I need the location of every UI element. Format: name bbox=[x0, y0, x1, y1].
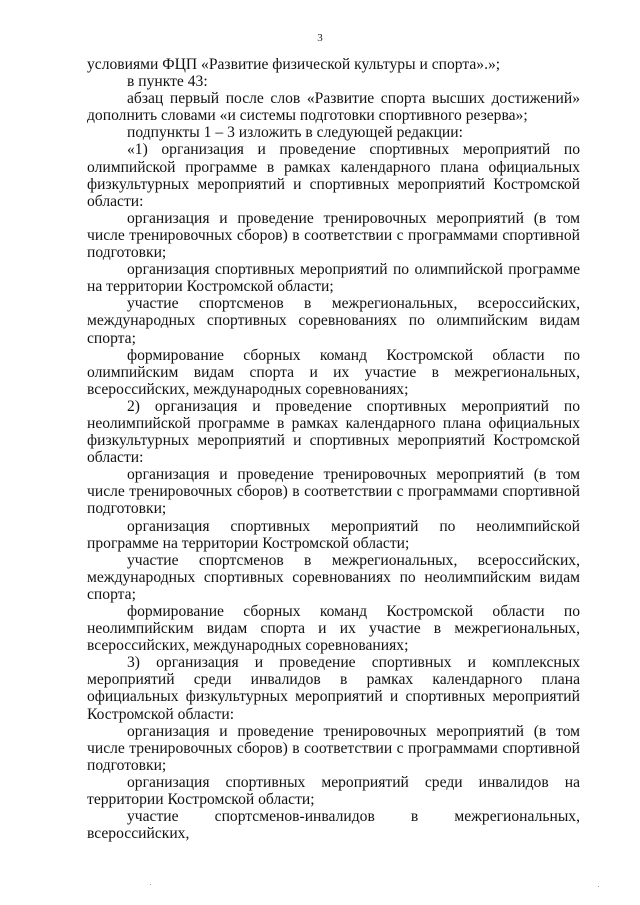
paragraph: абзац первый после слов «Развитие спорта высших достижений» дополнить словами «и системы подготовки спортивного резерва»; bbox=[87, 90, 580, 125]
paragraph: организация спортивных мероприятий по олимпийской программе на территории Костромской области; bbox=[87, 261, 580, 296]
paragraph: участие спортсменов-инвалидов в межрегиональных, всероссийских, bbox=[87, 808, 580, 843]
paragraph: формирование сборных команд Костромской области по неолимпийским видам спорта и их участие в межрегиональных, всероссийских, международных соревнованиях; bbox=[87, 603, 580, 655]
paragraph: формирование сборных команд Костромской области по олимпийским видам спорта и их участие в межрегиональных, всероссийских, международных соревнованиях; bbox=[87, 346, 580, 398]
paragraph: организация и проведение тренировочных мероприятий (в том числе тренировочных сборов) в соответствии с программами спортивной подготовки; bbox=[87, 209, 580, 262]
paragraph: организация спортивных мероприятий среди инвалидов на территории Костромской области; bbox=[87, 773, 580, 809]
paragraph: организация и проведение тренировочных мероприятий (в том числе тренировочных сборов) в соответствии с программами спортивной подготовки; bbox=[87, 466, 580, 518]
paragraph: условиями ФЦП «Развитие физической культуры и спорта».»; bbox=[87, 56, 501, 73]
paragraph: подпункты 1 – 3 изложить в следующей редакции: bbox=[127, 124, 463, 142]
paragraph: 2) организация и проведение спортивных мероприятий по неолимпийской программе в рамках календарного плана официальных физкультурных мероприятий и спортивных мероприятий Костромской области: bbox=[87, 397, 580, 467]
paragraph: организация и проведение тренировочных мероприятий (в том числе тренировочных сборов) в соответствии с программами спортивной подготовки; bbox=[87, 722, 580, 774]
paragraph: организация спортивных мероприятий по неолимпийской программе на территории Костромской области; bbox=[87, 517, 580, 552]
paragraph: в пункте 43: bbox=[127, 73, 208, 91]
paragraph: участие спортсменов в межрегиональных, всероссийских, международных спортивных соревнованиях по олимпийским видам спорта; bbox=[87, 295, 580, 347]
paragraph: 3) организация и проведение спортивных и комплексных мероприятий среди инвалидов в рамках календарного плана официальных физкультурных мероприятий и спортивных мероприятий Костромской области: bbox=[87, 654, 580, 723]
page-number: 3 bbox=[317, 32, 323, 44]
paragraph: «1) организация и проведение спортивных мероприятий по олимпийской программе в рамках календарного плана официальных физкультурных мероприятий и спортивных мероприятий Костромской области: bbox=[87, 141, 580, 210]
document-body bbox=[87, 56, 580, 842]
scan-speck bbox=[598, 886, 599, 887]
paragraph: участие спортсменов в межрегиональных, всероссийских, международных спортивных соревнованиях по неолимпийским видам спорта; bbox=[87, 551, 580, 603]
scan-speck bbox=[150, 884, 151, 885]
